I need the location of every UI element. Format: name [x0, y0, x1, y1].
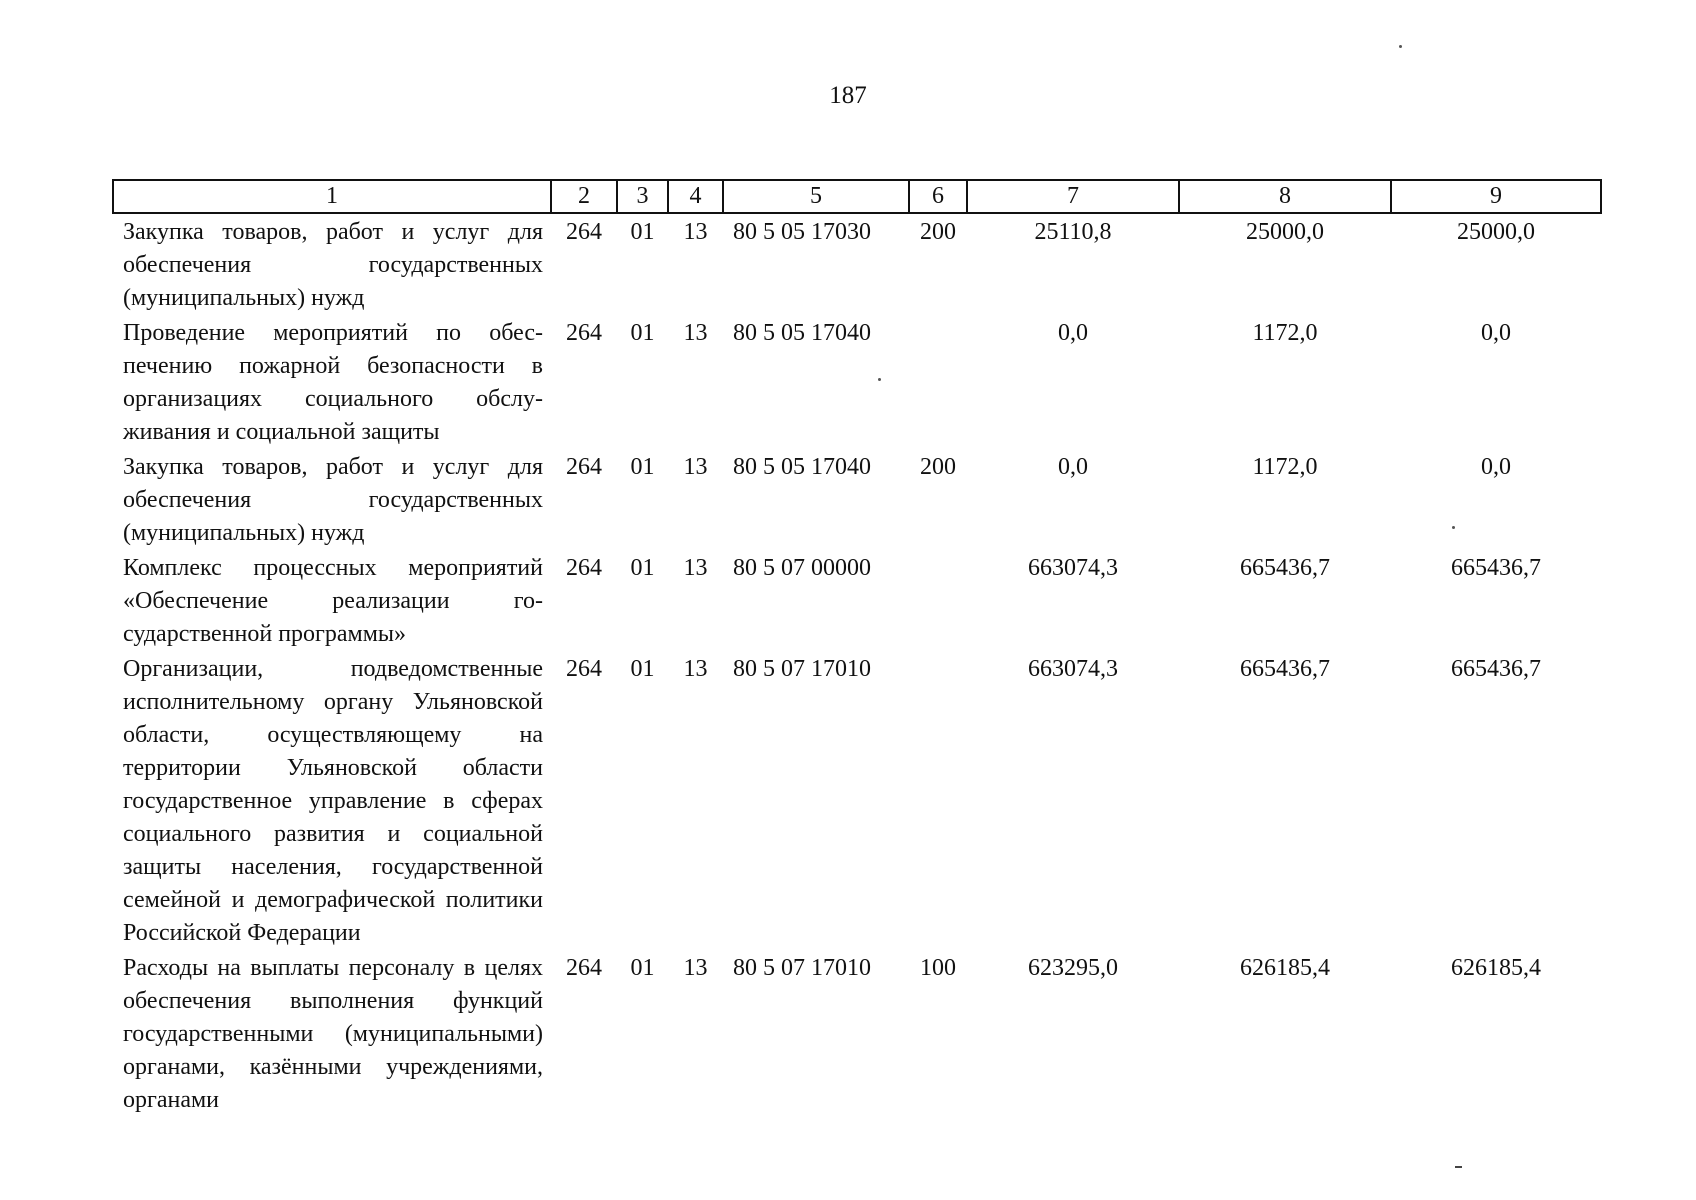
- cell-code-3: 01: [630, 555, 655, 581]
- cell-code-2: 264: [566, 656, 602, 682]
- header-cell: 6: [909, 180, 967, 213]
- cell-code-6: [909, 550, 967, 651]
- cell-value-9: 0,0: [1481, 454, 1511, 480]
- cell-value-7: 25110,8: [1034, 219, 1112, 245]
- cell-code-2: 264: [566, 454, 602, 480]
- cell-code-2: 264: [566, 219, 602, 245]
- table-row: [113, 651, 1601, 950]
- cell-code-6: 200: [920, 219, 956, 245]
- cell-value-8: 25000,0: [1246, 219, 1324, 245]
- cell-value-8: 665436,7: [1240, 555, 1330, 581]
- table-row: [113, 449, 1601, 550]
- header-cell: 5: [723, 180, 909, 213]
- cell-code-2: 264: [566, 955, 602, 981]
- cell-code-3: 01: [630, 320, 655, 346]
- scan-speck: [1399, 45, 1402, 48]
- cell-code-5: 80 5 05 17030: [733, 219, 871, 245]
- cell-code-6: 100: [920, 955, 956, 981]
- cell-value-9: 665436,7: [1451, 555, 1541, 581]
- page-number: 187: [829, 82, 867, 109]
- cell-value-7: 663074,3: [1028, 656, 1118, 682]
- cell-code-4: 13: [683, 219, 708, 245]
- cell-code-5: 80 5 07 00000: [733, 555, 871, 581]
- cell-value-8: 1172,0: [1252, 454, 1318, 480]
- scan-speck: [1455, 1166, 1462, 1168]
- cell-code-5: 80 5 05 17040: [733, 454, 871, 480]
- row-name: Организации, подведомственные исполнительному органу Ульяновской области, осуществляющему на территории Ульяновской области государственное управление в сферах социального развития и социальной защиты населения, государственной семейной и демографической политики Российской Федерации: [123, 656, 543, 946]
- cell-code-2: 264: [566, 555, 602, 581]
- table-row: [113, 315, 1601, 449]
- cell-value-7: 0,0: [1058, 320, 1088, 346]
- cell-value-9: 0,0: [1481, 320, 1511, 346]
- cell-value-9: 626185,4: [1451, 955, 1541, 981]
- row-name: Комплекс процессных мероприятий «Обеспечение реализации государственной программы»: [123, 555, 543, 647]
- cell-value-7: 623295,0: [1028, 955, 1118, 981]
- cell-code-3: 01: [630, 454, 655, 480]
- header-cell: 2: [551, 180, 617, 213]
- cell-value-8: 665436,7: [1240, 656, 1330, 682]
- cell-code-4: 13: [683, 320, 708, 346]
- row-name: Закупка товаров, работ и услуг для обеспечения государственных (муниципальных) нужд: [123, 219, 543, 311]
- table-header: [113, 180, 1601, 213]
- cell-value-9: 665436,7: [1451, 656, 1541, 682]
- cell-code-4: 13: [683, 555, 708, 581]
- header-cell: 4: [668, 180, 723, 213]
- cell-code-2: 264: [566, 320, 602, 346]
- cell-code-3: 01: [630, 955, 655, 981]
- cell-code-5: 80 5 07 17010: [733, 955, 871, 981]
- cell-code-6: 200: [920, 454, 956, 480]
- header-cell: 8: [1179, 180, 1391, 213]
- table-row: [113, 950, 1601, 1117]
- cell-value-8: 626185,4: [1240, 955, 1330, 981]
- cell-code-3: 01: [630, 219, 655, 245]
- table-row: [113, 213, 1601, 315]
- budget-table: [112, 179, 1602, 1117]
- cell-code-4: 13: [683, 955, 708, 981]
- cell-code-5: 80 5 07 17010: [733, 656, 871, 682]
- cell-code-3: 01: [630, 656, 655, 682]
- cell-value-8: 1172,0: [1252, 320, 1318, 346]
- cell-code-6: [909, 315, 967, 449]
- row-name: Закупка товаров, работ и услуг для обеспечения государственных (муниципальных) нужд: [123, 454, 543, 546]
- header-cell: 9: [1391, 180, 1601, 213]
- cell-value-7: 663074,3: [1028, 555, 1118, 581]
- cell-value-9: 25000,0: [1457, 219, 1535, 245]
- scan-speck: [1452, 526, 1455, 529]
- row-name: Расходы на выплаты персоналу в целях обеспечения выполнения функций государственными (муниципальными) органами, казёнными учреждениями, органами: [123, 955, 543, 1113]
- cell-code-4: 13: [683, 454, 708, 480]
- table-row: [113, 550, 1601, 651]
- cell-value-7: 0,0: [1058, 454, 1088, 480]
- scan-speck: [878, 378, 881, 381]
- header-cell: 3: [617, 180, 668, 213]
- row-name: Проведение мероприятий по обеспечению пожарной безопасности в организациях социального обслуживания и социальной защиты: [123, 320, 543, 445]
- cell-code-5: 80 5 05 17040: [733, 320, 871, 346]
- header-cell: 7: [967, 180, 1179, 213]
- header-cell: 1: [113, 180, 551, 213]
- cell-code-4: 13: [683, 656, 708, 682]
- cell-code-6: [909, 651, 967, 950]
